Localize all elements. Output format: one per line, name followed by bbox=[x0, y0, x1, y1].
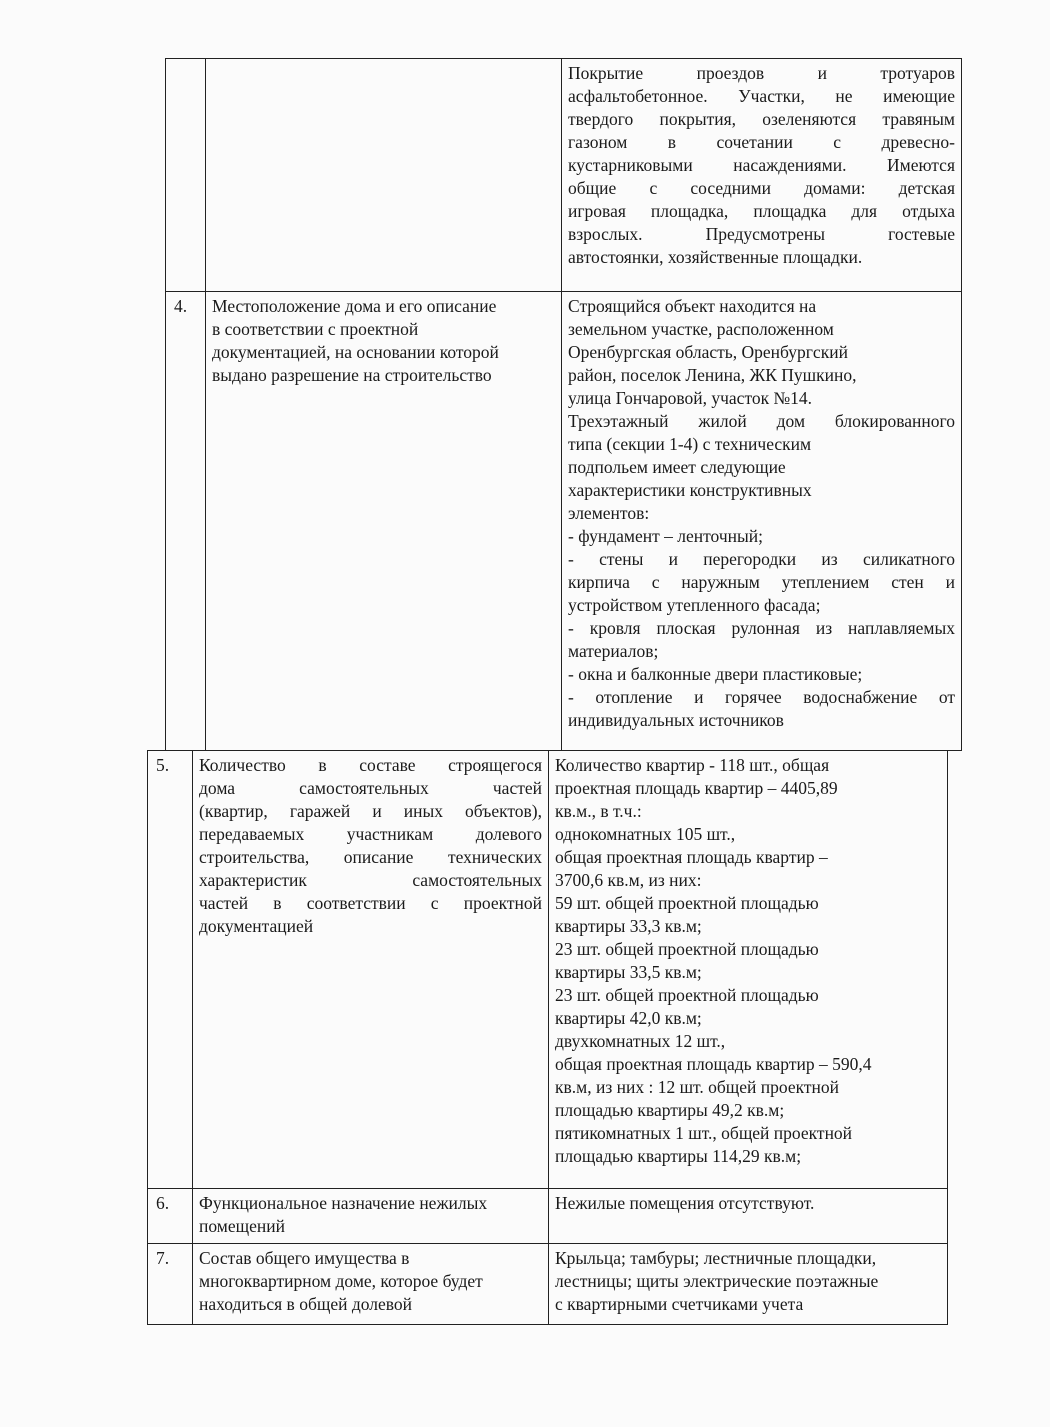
value-line: лестницы; щиты электрические поэтажные bbox=[555, 1271, 879, 1291]
row-number-cell bbox=[148, 1189, 193, 1244]
value-line: площадью квартиры 114,29 кв.м; bbox=[555, 1146, 802, 1166]
label-line: в соответствии с проектной bbox=[212, 319, 419, 339]
table-row bbox=[148, 751, 948, 1189]
value-line: Количество квартир - 118 шт., общая bbox=[555, 755, 830, 775]
value-line: - кровля плоская рулонная из наплавляемых bbox=[568, 618, 955, 638]
row-number-cell bbox=[148, 1244, 193, 1325]
label-line: документацией, на основании которой bbox=[212, 342, 499, 362]
row-label-cell bbox=[206, 59, 562, 292]
table-row bbox=[166, 292, 962, 751]
label-line: Местоположение дома и его описание bbox=[212, 296, 497, 316]
value-line: общая проектная площадь квартир – 590,4 bbox=[555, 1054, 872, 1074]
row-label-cell bbox=[193, 1244, 549, 1325]
value-line: элементов: bbox=[568, 503, 650, 523]
property-table-upper bbox=[165, 58, 962, 751]
label-line: выдано разрешение на строительство bbox=[212, 365, 492, 385]
value-line: земельном участке, расположенном bbox=[568, 319, 834, 339]
value-line: кв.м., в т.ч.: bbox=[555, 801, 642, 821]
value-line: - стены и перегородки из силикатного bbox=[568, 549, 955, 569]
label-line: передаваемых участникам долевого bbox=[199, 824, 542, 844]
value-line: общая проектная площадь квартир – bbox=[555, 847, 828, 867]
label-line: документацией bbox=[199, 916, 314, 936]
value-line: кв.м, из них : 12 шт. общей проектной bbox=[555, 1077, 840, 1097]
value-line: район, поселок Ленина, ЖК Пушкино, bbox=[568, 365, 857, 385]
value-line: характеристики конструктивных bbox=[568, 480, 812, 500]
label-line: Количество в составе строящегося bbox=[199, 755, 542, 775]
row-label-cell bbox=[193, 1189, 549, 1244]
label-line: Функциональное назначение нежилых bbox=[199, 1193, 488, 1213]
row-number-cell bbox=[148, 751, 193, 1189]
value-line: однокомнатных 105 шт., bbox=[555, 824, 736, 844]
value-line: типа (секции 1-4) с техническим bbox=[568, 434, 812, 454]
value-line: квартиры 33,5 кв.м; bbox=[555, 962, 702, 982]
value-line: материалов; bbox=[568, 641, 659, 661]
label-line: строительства, описание технических bbox=[199, 847, 542, 867]
value-line: проектная площадь квартир – 4405,89 bbox=[555, 778, 838, 798]
table-row bbox=[148, 1189, 948, 1244]
value-line: Оренбургская область, Оренбургский bbox=[568, 342, 848, 362]
value-line: игровая площадка, площадка для отдыха bbox=[568, 201, 955, 221]
row-label-cell bbox=[206, 292, 562, 751]
value-line: - окна и балконные двери пластиковые; bbox=[568, 664, 863, 684]
table-row bbox=[166, 59, 962, 292]
value-line: кирпича с наружным утеплением стен и bbox=[568, 572, 955, 592]
value-line: Крыльца; тамбуры; лестничные площадки, bbox=[555, 1248, 877, 1268]
row-value-cell bbox=[549, 751, 948, 1189]
property-table-lower bbox=[147, 750, 948, 1325]
value-line: Нежилые помещения отсутствуют. bbox=[555, 1193, 815, 1213]
row-number: 5. bbox=[156, 755, 170, 775]
value-line: 23 шт. общей проектной площадью bbox=[555, 939, 819, 959]
row-label-cell bbox=[193, 751, 549, 1189]
row-value-cell bbox=[549, 1244, 948, 1325]
table-row bbox=[148, 1244, 948, 1325]
row-number: 6. bbox=[156, 1193, 170, 1213]
label-line: (квартир, гаражей и иных объектов), bbox=[199, 801, 542, 821]
value-line: квартиры 42,0 кв.м; bbox=[555, 1008, 702, 1028]
row-number: 7. bbox=[156, 1248, 170, 1268]
value-line: Строящийся объект находится на bbox=[568, 296, 817, 316]
row-value-cell bbox=[562, 292, 962, 751]
value-line: кустарниковыми насаждениями. Имеются bbox=[568, 155, 955, 175]
value-line: 59 шт. общей проектной площадью bbox=[555, 893, 819, 913]
value-line: асфальтобетонное. Участки, не имеющие bbox=[568, 86, 955, 106]
value-line: 3700,6 кв.м, из них: bbox=[555, 870, 702, 890]
value-line: улица Гончаровой, участок №14. bbox=[568, 388, 813, 408]
value-line: - фундамент – ленточный; bbox=[568, 526, 763, 546]
value-line: индивидуальных источников bbox=[568, 710, 784, 730]
value-line: квартиры 33,3 кв.м; bbox=[555, 916, 702, 936]
value-line: - отопление и горячее водоснабжение от bbox=[568, 687, 955, 707]
value-line: двухкомнатных 12 шт., bbox=[555, 1031, 726, 1051]
row-number-cell bbox=[166, 59, 206, 292]
value-line: с квартирными счетчиками учета bbox=[555, 1294, 804, 1314]
value-line: площадью квартиры 49,2 кв.м; bbox=[555, 1100, 785, 1120]
value-line: взрослых. Предусмотрены гостевые bbox=[568, 224, 955, 244]
label-line: характеристик самостоятельных bbox=[199, 870, 542, 890]
row-number-cell bbox=[166, 292, 206, 751]
value-line: Покрытие проездов и тротуаров bbox=[568, 63, 955, 83]
label-line: многоквартирном доме, которое будет bbox=[199, 1271, 483, 1291]
row-number: 4. bbox=[174, 296, 188, 316]
label-line: находиться в общей долевой bbox=[199, 1294, 413, 1314]
value-line: пятикомнатных 1 шт., общей проектной bbox=[555, 1123, 853, 1143]
label-line: Состав общего имущества в bbox=[199, 1248, 410, 1268]
value-line: газоном в сочетании с древесно- bbox=[568, 132, 955, 152]
value-line: подпольем имеет следующие bbox=[568, 457, 786, 477]
value-line: общие с соседними домами: детская bbox=[568, 178, 955, 198]
label-line: дома самостоятельных частей bbox=[199, 778, 542, 798]
value-line: автостоянки, хозяйственные площадки. bbox=[568, 247, 863, 267]
label-line: частей в соответствии с проектной bbox=[199, 893, 542, 913]
value-line: твердого покрытия, озеленяются травяным bbox=[568, 109, 955, 129]
value-line: 23 шт. общей проектной площадью bbox=[555, 985, 819, 1005]
row-value-cell bbox=[562, 59, 962, 292]
value-line: Трехэтажный жилой дом блокированного bbox=[568, 411, 955, 431]
row-value-cell bbox=[549, 1189, 948, 1244]
label-line: помещений bbox=[199, 1216, 285, 1236]
value-line: устройством утепленного фасада; bbox=[568, 595, 821, 615]
